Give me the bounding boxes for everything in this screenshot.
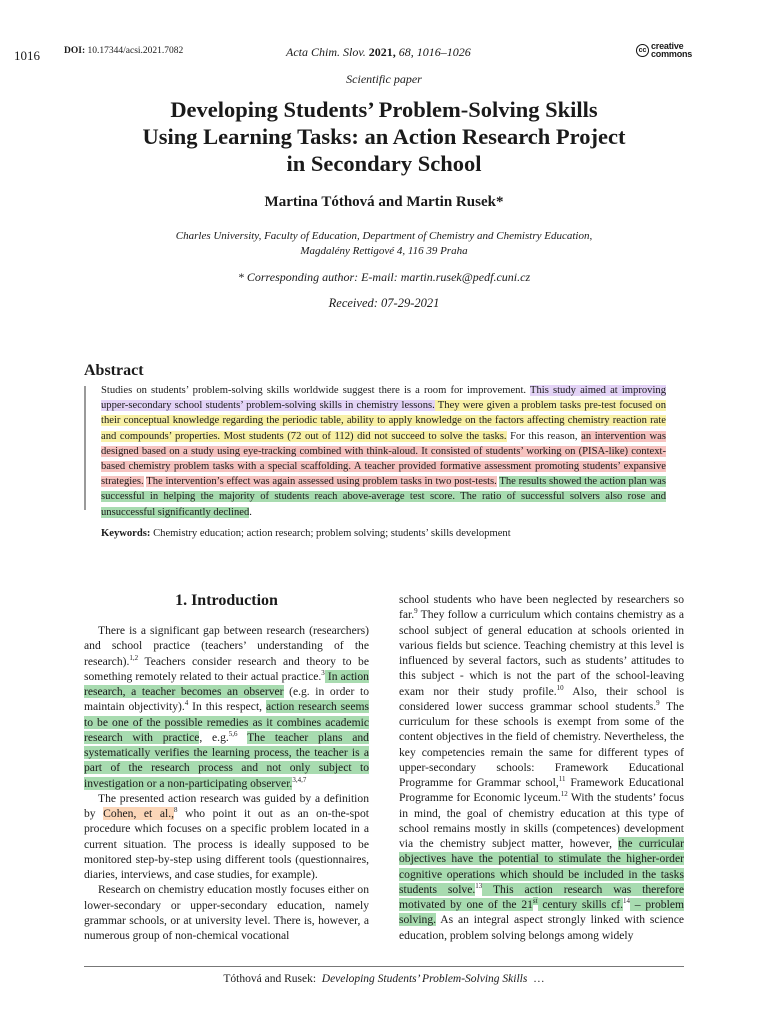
authors: Martina Tóthová and Martin Rusek* — [264, 194, 504, 210]
citation-ref[interactable]: 11 — [558, 775, 566, 784]
paper-title — [84, 96, 684, 177]
abstract-sentence: For this reason, — [506, 430, 582, 442]
text-run: school students who have been neglected by researchers so far. — [399, 593, 684, 622]
citation-ref[interactable]: 9 — [414, 607, 418, 616]
text-run — [238, 731, 248, 744]
text-run: who point it out as an on-the-spot procedure which focuses on a specific problem located in a current situation. The process is ideally supposed to be monitored step-by-step using different tools (questionnaires, diaries, interviews, and case studies, for example). — [84, 807, 369, 881]
corresponding-author: * Corresponding author: E-mail: martin.rusek@pedf.cuni.cz — [237, 270, 531, 284]
citation-ref[interactable]: 3 — [321, 668, 325, 677]
text-run: Also, their school is considered lower success grammar school students. — [399, 684, 684, 713]
footer-title: Developing Students’ Problem-Solving Skills — [321, 973, 528, 985]
keywords-label: Keywords: — [101, 528, 151, 539]
highlight-green: The teacher plans and systematically verifies the learning process, the teacher is a part of the research process and not only subject to investigation or a non-participating observer. — [84, 730, 369, 790]
journal-name: Acta Chim. Slov. — [286, 45, 366, 59]
highlight-green: the curricular objectives have the potential to stimulate the higher-order cognitive operations which should be included in the tasks students solve. — [399, 837, 684, 896]
keywords — [101, 528, 511, 539]
title-line: in Secondary School — [286, 151, 482, 176]
creative-commons-logo[interactable] — [636, 42, 692, 58]
cc-text — [651, 42, 692, 58]
paragraph — [84, 623, 369, 791]
affiliation-line: Charles University, Faculty of Education, Department of Chemistry and Chemistry Education, — [175, 230, 593, 242]
footer-ellipsis: … — [533, 973, 545, 985]
citation-ref[interactable]: 10 — [556, 683, 564, 692]
abstract-sentence: Studies on students’ problem-solving skills worldwide suggest there is a room for improvement. — [101, 385, 531, 396]
citation-ref[interactable]: 3,4,7 — [292, 775, 307, 784]
title-line: Using Learning Tasks: an Action Research Project — [142, 124, 626, 149]
highlight-purple: This study aimed at improving upper-secondary school students’ problem-solving skills in chemistry lessons. — [101, 385, 666, 412]
citation-ref[interactable]: 5,6 — [228, 729, 238, 738]
text-run: There is a significant gap between research (researchers) and school practice (teachers’ understanding of the research). — [84, 624, 369, 668]
citation-ref[interactable]: 4 — [184, 699, 189, 708]
text-run: The presented action research was guided by a definition by — [84, 791, 369, 820]
abstract-heading: Abstract — [84, 362, 144, 379]
citation-ref[interactable]: 8 — [174, 806, 178, 815]
doi — [64, 46, 183, 56]
cc-text-line-2: commons — [651, 49, 693, 59]
highlight-green: action research seems to be one of the possible remedies as it combines academic research with practice — [84, 700, 370, 744]
abstract-sidebar-rule — [84, 386, 86, 510]
section-heading: 1. Introduction — [175, 592, 278, 609]
highlight-green: The results showed the action plan was successful in helping the majority of students reach above-average test score. The ratio of successful solvers also rose and unsuccessful significantly declined — [101, 476, 666, 518]
highlight-yellow: They were given a problem tasks pre-test focused on their conceptual knowledge regarding the periodic table, ability to apply knowledge on the factors affecting chemistry reaction rate and compounds’ properties. Most students (72 out of 112) did not succeed to solve the tasks. — [101, 400, 666, 442]
keywords-text: Chemistry education; action research; problem solving; students’ skills development — [150, 528, 511, 539]
paragraph — [399, 592, 684, 943]
highlight-green: – problem solving. — [399, 898, 684, 927]
paragraph — [84, 791, 369, 883]
journal-year: 2021, — [368, 45, 396, 59]
highlight-green: century skills cf. — [537, 898, 624, 911]
text-run: Framework Educational Programme for Economic lyceum. — [399, 776, 684, 805]
text-run: The curriculum for these schools is exempt from some of the content objectives in the field of chemistry. Nevertheless, the key competencies remain the same for different types of upper-secondary schools: Framework Educational Programme for Grammar school, — [399, 699, 684, 789]
text-run: (e.g. in order to maintain objectivity). — [84, 685, 369, 714]
right-column — [399, 592, 684, 943]
highlight-orange: Cohen, et al., — [103, 807, 175, 820]
citation-ref[interactable]: 1,2 — [129, 653, 139, 662]
highlight-green: In action research, a teacher becomes an observer — [84, 669, 369, 698]
paragraph — [84, 882, 369, 943]
footer-rule — [84, 966, 684, 967]
highlight-red: The intervention’s effect was again assessed using problem tasks in two post-tests. — [146, 476, 497, 488]
text-run: Research on chemistry education mostly focuses either on lower-secondary or upper-secondary education, namely grammar schools, or at university level. There is, however, a numerous group of non-chemical vocational — [84, 883, 369, 942]
text-run: With the students’ focus in mind, the goal of chemistry education at this type of school remains mostly in skills (competences) development via the chemistry subject matter, however, — [399, 791, 684, 850]
abstract-body — [101, 383, 666, 520]
text-run: In this respect, — [188, 700, 266, 714]
affiliation-line: Magdalény Rettigové 4, 116 39 Praha — [300, 245, 468, 257]
citation-ref[interactable]: 14 — [623, 897, 631, 906]
doi-label: DOI: — [64, 46, 86, 56]
journal-citation — [286, 45, 471, 60]
journal-pages: 1016–1026 — [416, 45, 471, 59]
journal-volume: 68, — [398, 45, 414, 59]
paper-type: Scientific paper — [346, 72, 422, 86]
text-run: As an integral aspect strongly linked with science education, problem solving belongs among widely — [399, 913, 684, 942]
doi-value[interactable]: 10.17344/acsi.2021.7082 — [87, 46, 184, 56]
footer-authors: Tóthová and Rusek: — [223, 973, 317, 985]
citation-ref[interactable]: 9 — [656, 698, 660, 707]
abstract-sentence: . — [249, 506, 252, 518]
text-run: , e.g. — [199, 730, 229, 744]
cc-text-line-1: creative — [651, 41, 684, 51]
highlight-green: This action research was therefore motivated by one of the 21 — [399, 882, 684, 911]
text-run: They follow a curriculum which contains chemistry as a school subject of general education at schools oriented in various fields but science. Teaching chemistry at this level is influenced by several factors, such as students’ attitudes to this subject - which is not the part of the school-leaving exam nor their study profile. — [399, 608, 684, 698]
left-column — [84, 623, 369, 943]
cc-icon: cc — [636, 44, 649, 57]
citation-ref[interactable]: 12 — [560, 790, 568, 799]
ordinal-suffix: st — [532, 897, 538, 906]
citation-ref[interactable]: 13 — [475, 881, 483, 890]
title-line: Developing Students’ Problem-Solving Skills — [170, 97, 598, 122]
text-run: Teachers consider research and theory to be something remotely related to their actual practice. — [84, 654, 369, 683]
received-date: Received: 07-29-2021 — [328, 296, 440, 310]
page-number: 1016 — [14, 48, 40, 63]
running-footer — [0, 973, 768, 985]
highlight-red: an intervention was designed based on a study using eye-tracking combined with think-aloud. It consisted of students’ working on (PISA-like) context-based chemistry problem tasks with a special scaffolding. A teacher provided formative assessment promoting students’ expansive strategies. — [101, 430, 666, 488]
affiliation — [120, 229, 648, 259]
